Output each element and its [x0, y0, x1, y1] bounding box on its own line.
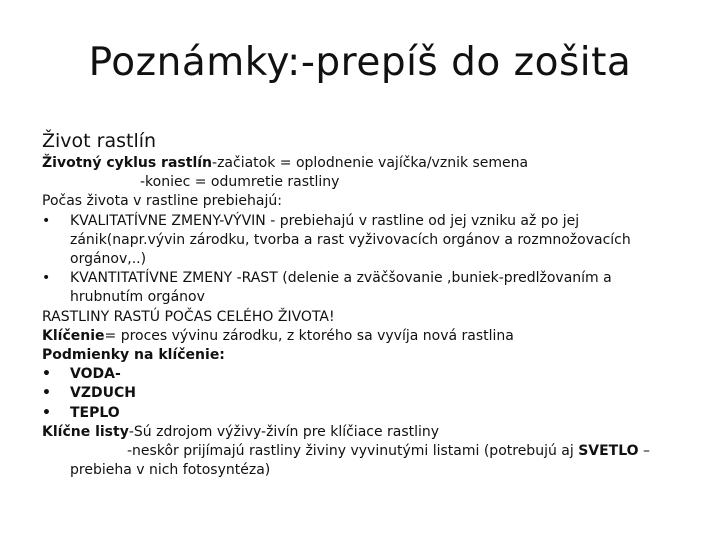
- change-text: KVANTITATÍVNE ZMENY -RAST (delenie a zväčšovanie ,buniek-predlžovaním a hrubnutím orgánov: [70, 270, 612, 306]
- slide-body: [42, 128, 682, 480]
- condition-text: VZDUCH: [70, 385, 136, 402]
- section-heading: Život rastlín: [42, 130, 157, 152]
- cotyledons-line1: -Sú zdrojom výživy-živín pre klíčiace rastliny: [128, 423, 440, 440]
- condition-text: VODA-: [70, 366, 121, 383]
- germination-line: [42, 327, 682, 346]
- cotyledons-line2-text: -neskôr prijímajú rastliny živiny vyvinutými listami (potrebujú aj: [127, 443, 579, 460]
- cotyledons-line: [42, 423, 682, 442]
- cycle-start: -začiatok = oplodnenie vajíčka/vznik semena: [212, 155, 529, 171]
- cycle-start-line: [42, 154, 682, 173]
- bullet-dot: •: [42, 404, 51, 421]
- change-item: [42, 212, 682, 270]
- cycle-end-line: -koniec = odumretie rastliny: [140, 174, 340, 191]
- slide-title: Poznámky:-prepíš do zošita: [88, 40, 632, 85]
- condition-item: [42, 404, 682, 423]
- cotyledons-label: Klíčne listy: [42, 423, 129, 440]
- condition-item: [42, 365, 682, 384]
- change-text: KVALITATÍVNE ZMENY-VÝVIN - prebiehajú v rastline od jej vzniku až po jej zánik(napr.vývin zárodku, tvorba a rast vyživovacích orgánov a rozmnožovacích orgánov,..): [70, 212, 631, 268]
- condition-text: TEPLO: [70, 404, 120, 421]
- cotyledons-line3: prebieha v nich fotosyntéza): [70, 462, 271, 479]
- change-item: [42, 269, 682, 307]
- cycle-label: Životný cyklus rastlín: [42, 155, 213, 171]
- condition-item: [42, 384, 682, 403]
- during-life-line: Počas života v rastline prebiehajú:: [42, 193, 282, 210]
- conditions-heading: Podmienky na klíčenie:: [42, 347, 225, 364]
- bullet-dot: •: [42, 212, 51, 229]
- cotyledons-line2-end: –: [638, 443, 651, 460]
- growth-statement: RASTLINY RASTÚ POČAS CELÉHO ŽIVOTA!: [42, 308, 335, 325]
- germination-definition: = proces vývinu zárodku, z ktorého sa vyvíja nová rastlina: [104, 327, 514, 344]
- cotyledons-line2: [42, 442, 682, 461]
- light-keyword: SVETLO: [578, 443, 639, 460]
- germination-label: Klíčenie: [42, 327, 105, 344]
- bullet-dot: •: [42, 366, 51, 383]
- bullet-dot: •: [42, 270, 51, 287]
- bullet-dot: •: [42, 385, 51, 402]
